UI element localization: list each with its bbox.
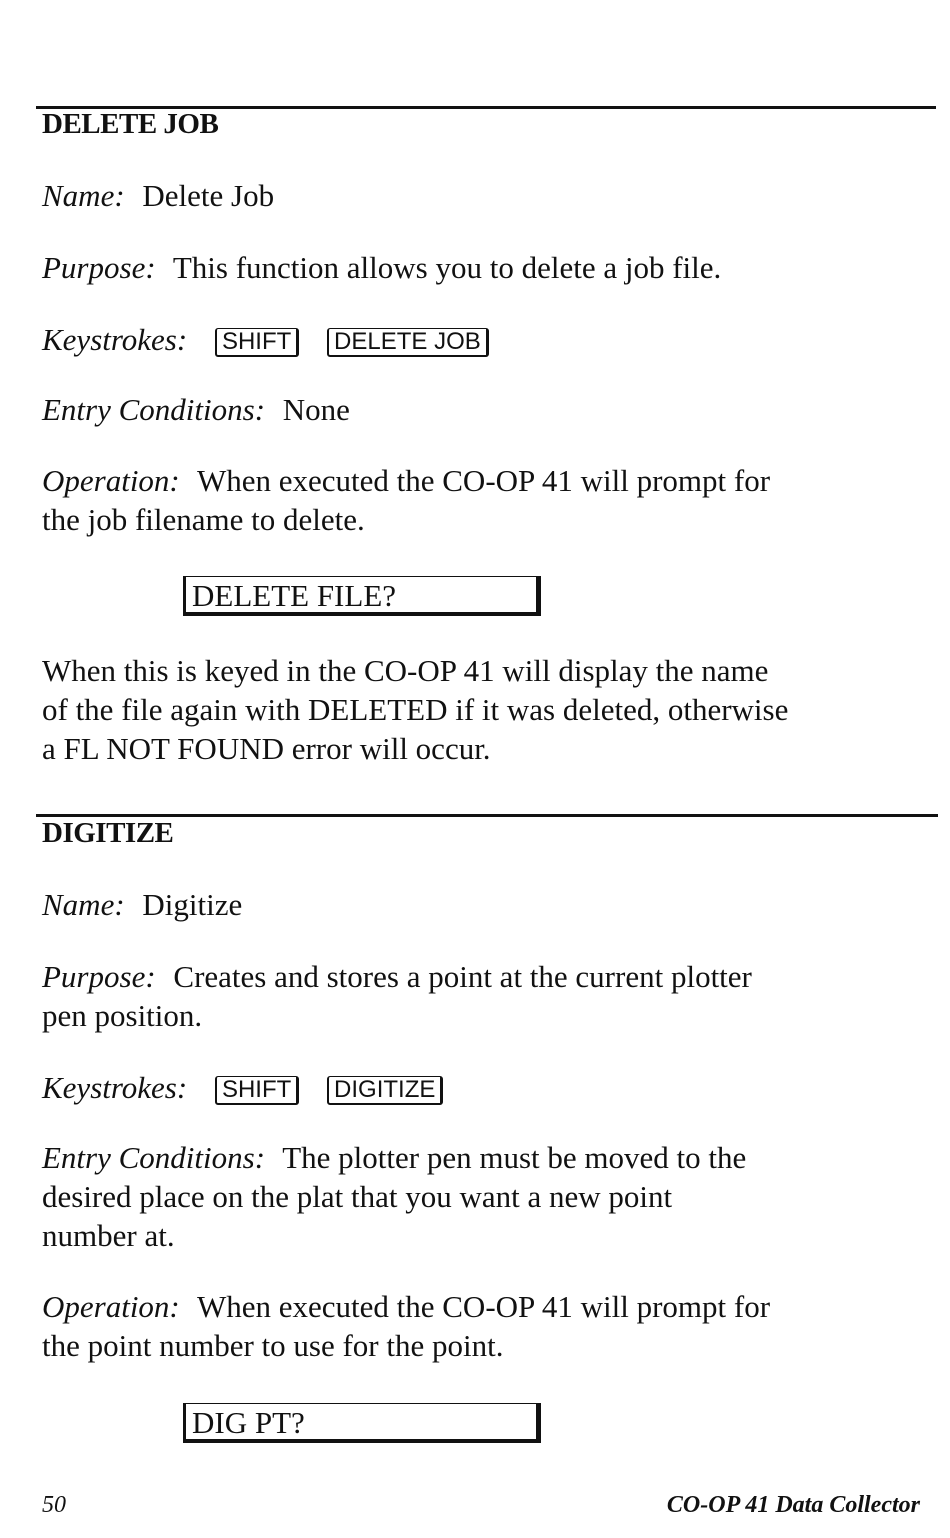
name-label: Name: [42,887,125,922]
purpose-text: This function allows you to delete a job file. [172,250,722,285]
entry-text-3: number at. [42,1218,175,1253]
name-value: Delete Job [142,178,275,213]
purpose-label: Purpose: [42,250,156,285]
operation-line-1 [42,461,770,500]
entry-conditions-text: None [282,392,350,427]
purpose-line-delete-job [42,248,721,287]
operation-label: Operation: [42,1289,180,1324]
section-heading-delete-job: DELETE JOB [42,108,219,140]
operation-label: Operation: [42,463,180,498]
entry-text-2: desired place on the plat that you want a new point [42,1179,673,1214]
shift-key: SHIFT [215,328,299,357]
entry-conditions-label: Entry Conditions: [42,1140,266,1175]
purpose-text-2: pen position. [42,998,203,1033]
name-value: Digitize [142,887,243,922]
shift-key: SHIFT [215,1076,299,1105]
result-line-2: of the file again with DELETED if it was deleted, otherwise [42,692,789,727]
operation-text-2: the point number to use for the point. [42,1328,504,1363]
entry-line-1 [42,1138,746,1177]
entry-conditions-paragraph-digitize [42,1138,746,1255]
book-title: CO-OP 41 Data Collector [666,1492,920,1518]
operation-text-1: When executed the CO-OP 41 will prompt for [196,1289,771,1324]
result-paragraph-delete-job [42,651,788,768]
name-label: Name: [42,178,125,213]
keystrokes-line-digitize [42,1068,453,1107]
operation-line-1 [42,1287,770,1326]
name-line-delete-job [42,176,274,215]
operation-text-2: the job filename to delete. [42,502,365,537]
display-prompt-dig-pt: DIG PT? [183,1403,541,1443]
purpose-line-1 [42,957,752,996]
display-prompt-delete-file: DELETE FILE? [183,576,541,616]
delete-job-key: DELETE JOB [327,328,489,357]
entry-conditions-label: Entry Conditions: [42,392,266,427]
purpose-paragraph-digitize [42,957,752,1035]
operation-paragraph-delete-job [42,461,770,539]
keystrokes-line-delete-job [42,320,499,359]
entry-conditions-line-delete-job [42,390,350,429]
purpose-text-1: Creates and stores a point at the current plotter [173,959,752,994]
page-number: 50 [42,1492,66,1518]
result-line-1: When this is keyed in the CO-OP 41 will display the name [42,653,769,688]
result-line-3: a FL NOT FOUND error will occur. [42,731,491,766]
keystrokes-label: Keystrokes: [42,322,188,357]
keystrokes-label: Keystrokes: [42,1070,188,1105]
entry-text-1: The plotter pen must be moved to the [282,1140,747,1175]
operation-paragraph-digitize [42,1287,770,1365]
digitize-key: DIGITIZE [327,1076,443,1105]
purpose-label: Purpose: [42,959,156,994]
section-heading-digitize: DIGITIZE [42,817,174,849]
name-line-digitize [42,885,242,924]
operation-text-1: When executed the CO-OP 41 will prompt for [196,463,771,498]
